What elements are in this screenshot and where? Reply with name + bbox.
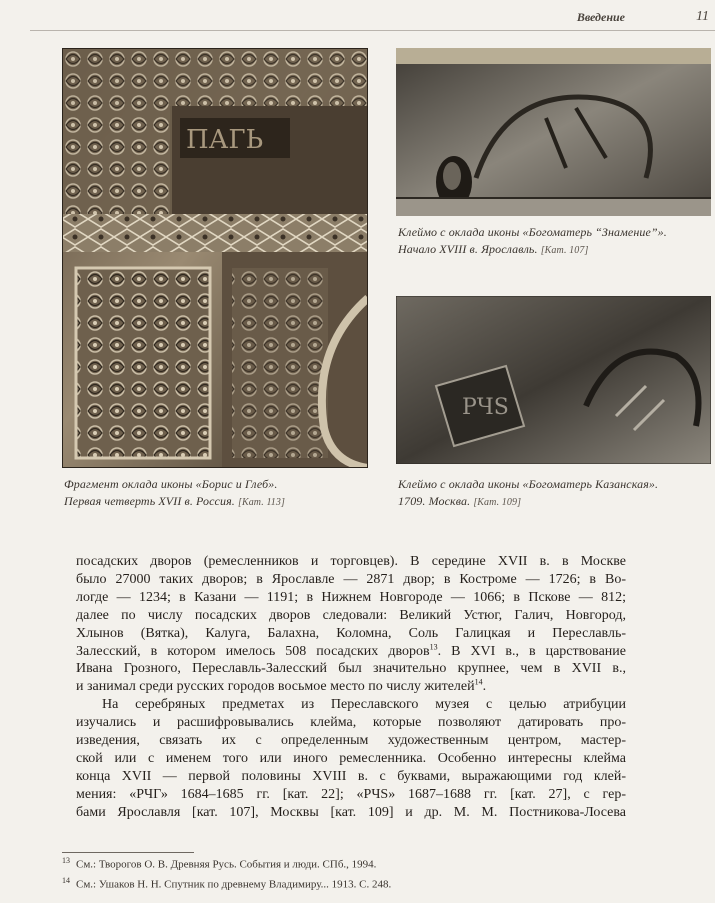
footnote-number: 14 [62, 876, 70, 885]
body-line: На серебряных предметах из Переславского музея с целью атрибуции [102, 697, 626, 713]
footnote-text: См.: Творогов О. В. Древняя Русь. События и люди. СПб., 1994. [76, 858, 377, 871]
catalogue-ref: [Кат. 107] [540, 245, 589, 256]
caption-line: Начало XVIII в. Ярославль. [398, 242, 538, 256]
body-line: логде — 1234; в Казани — 1191; в Нижнем Новгороде — 1066; в Пскове — 812; [76, 589, 626, 605]
body-line: Ивана Грозного, Переславль-Залесский был значительно крупнее, чем в XVII в., [76, 661, 626, 677]
footnote-text: См.: Ушаков Н. Н. Спутник по древнему Владимиру... 1913. С. 248. [76, 878, 392, 891]
body-line: конца XVII — первой половины XVIII в. с буквами, выражающими год клей- [76, 768, 626, 784]
footnote-ref: 13 [429, 641, 438, 651]
caption-line: 1709. Москва. [398, 494, 471, 508]
caption-kazanskaya [398, 476, 658, 511]
hallmark-kazanskaya-photo [396, 296, 711, 464]
body-line: изучались и расшифровывались клейма, которые позволяют датировать про- [76, 715, 626, 731]
caption-znamenie [398, 224, 667, 259]
footnote-number: 13 [62, 856, 70, 865]
body-line: ской или с именем того или иного ремесленника. Особенно интересны клейма [76, 750, 626, 766]
svg-text:РЧS: РЧS [462, 395, 509, 420]
body-line: мения: «РЧГ» 1684–1685 гг. [кат. 22]; «РЧS» 1687–1688 гг. [кат. 27], с гер- [76, 786, 626, 802]
body-line-text: . [482, 679, 487, 695]
body-text [76, 553, 626, 822]
body-line: посадских дворов (ремесленников и торговцев). В середине XVII в. в Москве [76, 554, 626, 569]
body-line: изведения, связать их с определенным художественным центром, мастер- [76, 733, 626, 749]
caption-line: Клеймо с оклада иконы «Богоматерь “Знамение”». [398, 225, 667, 239]
body-line-text: и занимал среди русских городов восьмое место по числу жителей [76, 679, 475, 695]
body-line-text: Залесский, в котором имелось 508 посадских дворов [76, 643, 430, 659]
body-line: бами Ярославля [кат. 107], Москвы [кат. 109] и др. М. М. Постникова-Лосева [76, 804, 626, 820]
caption-line: Клеймо с оклада иконы «Богоматерь Казанская». [398, 477, 659, 491]
svg-text:ПАГЬ: ПАГЬ [186, 125, 264, 155]
catalogue-ref: [Кат. 109] [473, 497, 522, 508]
body-line-with-ref [76, 678, 626, 696]
body-line-text: . В XVI в., в царствование [437, 643, 626, 659]
hallmark-znamenie-photo [396, 48, 711, 216]
catalogue-ref: [Кат. 113] [237, 497, 285, 508]
footnote [62, 856, 376, 871]
body-line: Хлынов (Вятка), Калуга, Балахна, Коломна, Соль Галицкая и Переславль- [76, 625, 626, 641]
footnote-divider [62, 852, 194, 853]
caption-line: Первая четверть XVII в. Россия. [64, 494, 235, 508]
footnote [62, 876, 391, 891]
body-line-with-ref [76, 643, 626, 661]
running-head [30, 8, 715, 31]
body-line: было 27000 таких дворов; в Ярославле — 2871 двор; в Костроме — 1726; в Во- [76, 571, 626, 587]
caption-line: Фрагмент оклада иконы «Борис и Глеб». [64, 477, 278, 491]
oklad-fragment-photo [62, 48, 368, 468]
body-line: далее по числу посадских дворов следовали: Великий Устюг, Галич, Новгород, [76, 607, 626, 623]
page-number: 11 [696, 9, 709, 24]
section-title: Введение [576, 10, 625, 24]
caption-oklad [64, 476, 285, 511]
footnote-ref: 14 [474, 677, 483, 687]
